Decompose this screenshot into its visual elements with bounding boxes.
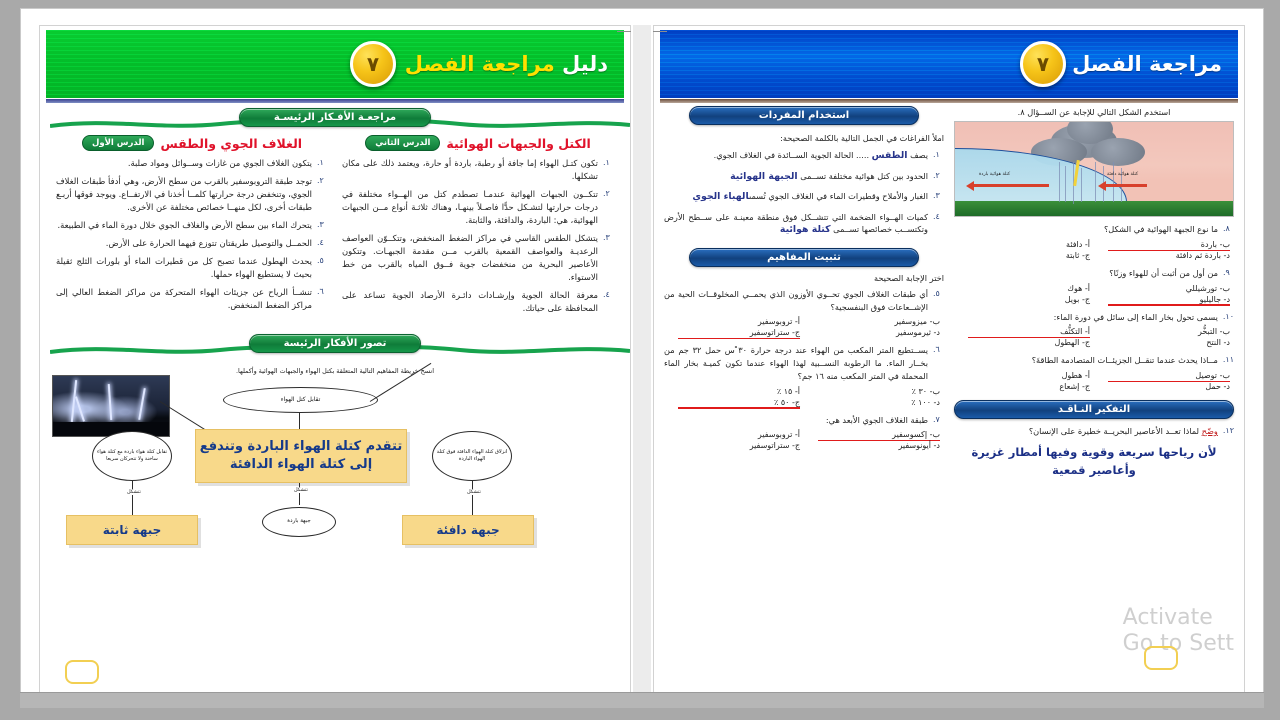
vocabulary-item-2 (664, 170, 944, 185)
edge-label-left: تتشكل (127, 489, 141, 496)
option[interactable]: أ- ١٥ ٪ (776, 386, 800, 396)
item-number: ٤. (603, 290, 610, 300)
list-item (56, 255, 328, 281)
option[interactable]: ج- الهطول (1054, 338, 1090, 348)
list-item (56, 175, 328, 214)
lesson-column-1 (56, 135, 328, 320)
vocabulary-item-1 (664, 149, 944, 164)
question-text: من أول من أثبت أن للهواء وزنًا؟ (1109, 268, 1218, 278)
item-text (664, 190, 928, 205)
option[interactable]: د- ١٠٠ ٪ (911, 397, 940, 407)
question-number: ٥. (933, 289, 940, 299)
question-number: ١٠. (1222, 311, 1234, 321)
left-page-banner (46, 30, 624, 98)
banner-underline (46, 99, 624, 103)
list-item (342, 289, 614, 315)
lesson-2-list (342, 157, 614, 315)
concepts-header-wrap (664, 248, 944, 267)
item-pre: الحدود بين كتل هوائية مختلفة تســمى (797, 170, 928, 181)
item-text: معرفة الحالة الجوية وإرشـادات دائـرة الأرصاد الجوية تساعد على المحافظة على حياتك. (342, 290, 598, 314)
question-body: لماذا تعــد الأعاصير البحريــة خطيرة على الإنسان؟ (1028, 426, 1200, 437)
critical-thinking-header-wrap (954, 400, 1234, 419)
option[interactable]: د- باردة ثم دافئة (1175, 251, 1230, 260)
right-page-columns (654, 106, 1244, 486)
item-number: ١. (317, 158, 324, 167)
concept-result-left: جبهة ثابتة (66, 515, 198, 545)
options (664, 429, 944, 451)
option[interactable]: ج- ستراتوسفير (749, 441, 800, 451)
list-item (56, 286, 328, 312)
item-post: ..... الحالة الجوية الســائدة في الغلاف الجوي. (713, 150, 872, 160)
lesson-2-title: الكتل والجبهات الهوائية (446, 135, 591, 151)
question-8 (954, 223, 1234, 261)
option[interactable]: ب- إكسوسفير (804, 429, 944, 440)
concept-map-header-wrap (40, 334, 630, 353)
question-verb: وضّح (1201, 426, 1218, 437)
lesson-1-tag: الدرس الأول (82, 135, 155, 151)
option[interactable]: ج- ٥٠ ٪ (664, 397, 804, 408)
list-item (56, 237, 328, 250)
yellow-annotation-marker-left (65, 660, 99, 684)
item-number: ٢. (933, 170, 940, 180)
left-banner-title-highlight: مراجعة الفصل (404, 52, 555, 76)
concept-result-center: جبهة باردة (262, 507, 336, 537)
lesson-1-heading (56, 135, 328, 151)
page-gutter (633, 25, 651, 697)
options (664, 386, 944, 408)
gutter-tick-right (653, 31, 667, 32)
item-number: ٢. (317, 176, 324, 186)
weather-front-figure (954, 121, 1234, 217)
option[interactable]: أ- هوك (1067, 283, 1090, 293)
filled-answer: الطقس (871, 150, 908, 161)
edge-label-right: تتشكل (467, 489, 481, 496)
viewer-bottom-bar (20, 692, 1264, 708)
question-number: ٩. (1223, 268, 1230, 277)
option[interactable]: ج- ثابتة (1065, 251, 1090, 260)
right-page-banner (660, 30, 1238, 98)
option[interactable]: ج- ستراتوسفير (664, 327, 804, 338)
question-text (954, 425, 1218, 438)
option[interactable]: أ- دافئة (1066, 240, 1090, 249)
option[interactable]: ب- التبخُّر (1197, 327, 1230, 337)
option[interactable]: أ- هطول (1061, 371, 1090, 381)
item-text: تكون كتـل الهواء إما جافة أو رطبة، باردة أو حارة، ويعتمد ذلك على مكان تشكلها. (342, 158, 598, 182)
question-10 (954, 311, 1234, 349)
list-item (56, 157, 328, 170)
concept-node-root: تقابل كتل الهواء (223, 387, 378, 413)
lesson-1-list (56, 157, 328, 312)
document-frame (20, 8, 1264, 708)
option[interactable]: د- ثيرموسفير (895, 328, 940, 338)
connector-right-down (472, 481, 473, 515)
lesson-column-2 (342, 135, 614, 320)
warm-air-arrow (1105, 184, 1147, 187)
option[interactable]: ب- تورشيللي (1185, 283, 1230, 293)
option[interactable]: د- النتح (1206, 338, 1230, 348)
activation-watermark (1123, 605, 1234, 656)
page-right[interactable] (653, 25, 1245, 697)
connector-left-down (132, 481, 133, 515)
concept-node-left: تقابل كتلة هواء باردة مع كتلة هواء ساخنة ولا تتحركان سريعا (92, 431, 172, 481)
options (954, 239, 1234, 261)
question-number: ١١. (1222, 355, 1234, 365)
figure-caption: استخدم الشكل التالي للإجابة عن الســؤال ٨. (1017, 107, 1171, 117)
question-number: ٨. (1223, 224, 1230, 234)
concepts-instruction: اختر الإجابة الصحيحة (874, 273, 944, 284)
item-number: ٣. (603, 233, 610, 243)
right-column-left (954, 106, 1234, 486)
item-pre: الغبار والأملاح وقطيرات الماء في الغلاف الجوي تُسمى (748, 191, 928, 202)
list-item (342, 157, 614, 183)
question-text: أي طبقات الغلاف الجوي تحــوي الأوزون الذي يحمــي المخلوقــات الحية من الإشــعاعات فوق البنفسجية؟ (664, 289, 928, 312)
option[interactable]: ب- ٣٠ ٪ (911, 386, 940, 396)
question-number: ٦. (933, 345, 940, 355)
item-number: ١. (933, 150, 940, 159)
vocabulary-instruction: املأ الفراغات في الجمل التالية بالكلمة الصحيحة: (780, 133, 944, 143)
question-6 (664, 344, 944, 407)
options (954, 283, 1234, 305)
option[interactable]: ب- باردة (1094, 239, 1234, 250)
vocabulary-header: استخدام المفردات (689, 106, 919, 125)
option[interactable]: د- حمل (1205, 382, 1230, 392)
option[interactable]: ج- إشعاع (1059, 382, 1090, 392)
banner-underline (660, 99, 1238, 103)
question-7 (664, 414, 944, 452)
item-text: يحدث الهطول عندما تصبح كل من قطيرات الماء أو بلورات الثلج ثقيلة بحيث لا يستطيع الهواء حملها. (56, 256, 312, 280)
figure-label-warm: كتلة هوائية دافئة (1107, 172, 1139, 178)
lesson-1-title: الغلاف الجوي والطقس (160, 135, 303, 151)
option[interactable]: ب- توصيل (1094, 370, 1234, 381)
item-text: توجد طبقة التروبوسفير بالقرب من سطح الأرض، وهي أدفأ طبقات الغلاف الجوي، وتنخفض درجة حرارتها كلمــا أخذنا في الارتفــاع. ويوجد فوقها أربـع طبقات أخرى، لكل منهــا خصائص مختلفة عن الأخرى. (56, 176, 312, 213)
concept-map-header: تصور الأفكار الرئيسة (249, 334, 422, 353)
filled-answer: الجبهة الهوائية (730, 170, 798, 182)
left-banner-title (405, 52, 608, 76)
item-pre: يصف (907, 150, 928, 160)
watermark-line-1: Activate (1122, 605, 1213, 631)
item-number: ١. (603, 158, 610, 167)
cold-front-arrow (973, 184, 1049, 187)
list-item (56, 219, 328, 232)
concept-map-instruction: انسخ خريطة المفاهيم التالية المتعلقة بكتل الهواء والجبهات الهوائية وأكملها. (236, 367, 434, 376)
concepts-header: تثبيت المفاهيم (689, 248, 919, 267)
item-text (664, 170, 928, 185)
question-text: يســتطيع المتر المكعب من الهواء عند درجة حرارة ٣٠ ْس حمل ٣٢ جم من بخــار الماء. ما الرطوبة النســبية لهذا الهواء عندما تكون كميـة بخار الماء المحملة في المتر المكعب منه ١٦ جم؟ (664, 345, 928, 381)
option[interactable]: أ- التكثُّف (954, 326, 1094, 337)
left-page-columns (40, 135, 630, 320)
concept-map (40, 361, 630, 561)
item-number: ٣. (317, 220, 324, 230)
question-text: ما نوع الجبهة الهوائية في الشكل؟ (1103, 224, 1218, 235)
item-number: ٣. (933, 191, 940, 201)
critical-answer: لأن رياحها سريعة وقوية وفيها أمطار غزيرة وأعاصير قمعية (971, 444, 1217, 478)
question-text: يسمى تحول بخار الماء إلى سائل في دورة الماء: (1053, 311, 1218, 322)
figure-label-cold: كتلة هوائية باردة (979, 172, 1011, 178)
item-text: يتحرك الماء بين سطح الأرض والغلاف الجوي خلال دورة الماء في الطبيعة. (57, 220, 312, 231)
item-text: تتكــون الجبهات الهوائية عندمـا تصطدم كتل من الهــواء مختلفة في درجات حرارتها لتشـكل حدًّا فاصـلاً بينهـا، وهناك ثلاثـة أنواع مــن الجبهات الهوائية، هي: الباردة، والدافئة، والثابتة. (342, 189, 598, 226)
main-ideas-header: مراجعـة الأفـكار الرئيسـة (239, 108, 431, 127)
left-banner-title-plain: دليل (562, 52, 608, 76)
concept-result-right: جبهة دافئة (402, 515, 534, 545)
item-number: ٤. (933, 211, 940, 221)
question-11 (954, 354, 1234, 392)
option[interactable]: أ- تروبوسفير (757, 430, 800, 440)
item-number: ٤. (317, 238, 324, 248)
concept-answer-center: تتقدم كتلة الهواء الباردة وتندفع إلى كتلة الهواء الدافئة (195, 429, 407, 483)
option[interactable]: د- جاليليو (1094, 294, 1234, 305)
question-number: ١٢. (1222, 426, 1234, 436)
options (954, 370, 1234, 392)
option[interactable]: ج- بويل (1064, 294, 1090, 304)
item-number: ٢. (603, 189, 610, 199)
page-left[interactable] (39, 25, 631, 697)
item-number: ٦. (317, 287, 324, 297)
question-number: ٧. (933, 414, 940, 424)
filled-answer: كتلة هوائية (779, 224, 831, 236)
options (664, 316, 944, 338)
option[interactable]: أ- تروبوسفير (757, 317, 800, 327)
concept-node-right: انزلاق كتلة الهواء الدافئة فوق كتلة الهواء الباردة (432, 431, 512, 481)
chapter-number-badge-right: ٧ (1020, 41, 1066, 87)
main-ideas-header-wrap (40, 108, 630, 127)
right-column-right (664, 106, 944, 486)
critical-thinking-header: التفكير النـاقـد (954, 400, 1234, 419)
list-item (342, 232, 614, 284)
item-text (664, 149, 928, 164)
option[interactable]: ب- ميزوسفير (894, 317, 940, 327)
lesson-2-heading (342, 135, 614, 151)
option[interactable]: د- أيونوسفير (898, 441, 940, 451)
item-text: الحمــل والتوصيل طريقتان تتوزع فيهما الحرارة على الأرض. (105, 238, 312, 249)
item-text: يتشكل الطقس القاسي في مراكز الضغط المنخفض، وتتكــوّن العواصف الرعديـة والعواصف القمعية بالقرب مــن مقدمة الجبهـات. وتتكون الأعاصير البحرية من منخفضات جوية فــوق المياه بالقرب من خط الاستواء. (342, 233, 598, 283)
list-item (342, 188, 614, 227)
lightning-photo (52, 375, 170, 437)
vocabulary-header-wrap (664, 106, 944, 125)
item-text (664, 211, 928, 238)
options (954, 326, 1234, 348)
item-number: ٥. (317, 256, 324, 266)
question-5 (664, 288, 944, 338)
item-text: تنشــأ الرياح عن جزيئات الهواء المتحركة من مراكز الضغط العالي إلى مراكز الضغط المنخفض. (56, 287, 312, 311)
gutter-tick-left (617, 31, 631, 32)
question-9 (954, 267, 1234, 305)
filled-answer: الهباء الجوي (692, 191, 749, 203)
edge-label-center: تتشكل (294, 487, 308, 494)
lesson-2-tag: الدرس الثاني (365, 135, 440, 151)
vocabulary-item-3 (664, 190, 944, 205)
vocabulary-item-4 (664, 211, 944, 238)
yellow-annotation-marker-right (1144, 646, 1178, 670)
watermark-line-2: Go to Sett (1122, 630, 1234, 656)
chapter-number-badge-left: ٧ (350, 41, 396, 87)
question-12 (954, 425, 1234, 479)
question-text: طبقة الغلاف الجوي الأبعد هي: (825, 414, 928, 425)
right-banner-title: مراجعة الفصل (1072, 52, 1222, 76)
item-text: يتكون الغلاف الجوي من غازات وســوائل ومواد صلبة. (127, 158, 312, 168)
question-text: مــاذا يحدث عندما تنقــل الجزيئــات المتصادمة الطاقةَ؟ (1031, 355, 1218, 366)
ground-layer (955, 201, 1233, 216)
item-pre: كميات الهــواء الضخمة التي تتشــكل فوق منطقة معينـة على ســطح الأرض وتكتســب خصائصها تســمى (664, 211, 928, 235)
